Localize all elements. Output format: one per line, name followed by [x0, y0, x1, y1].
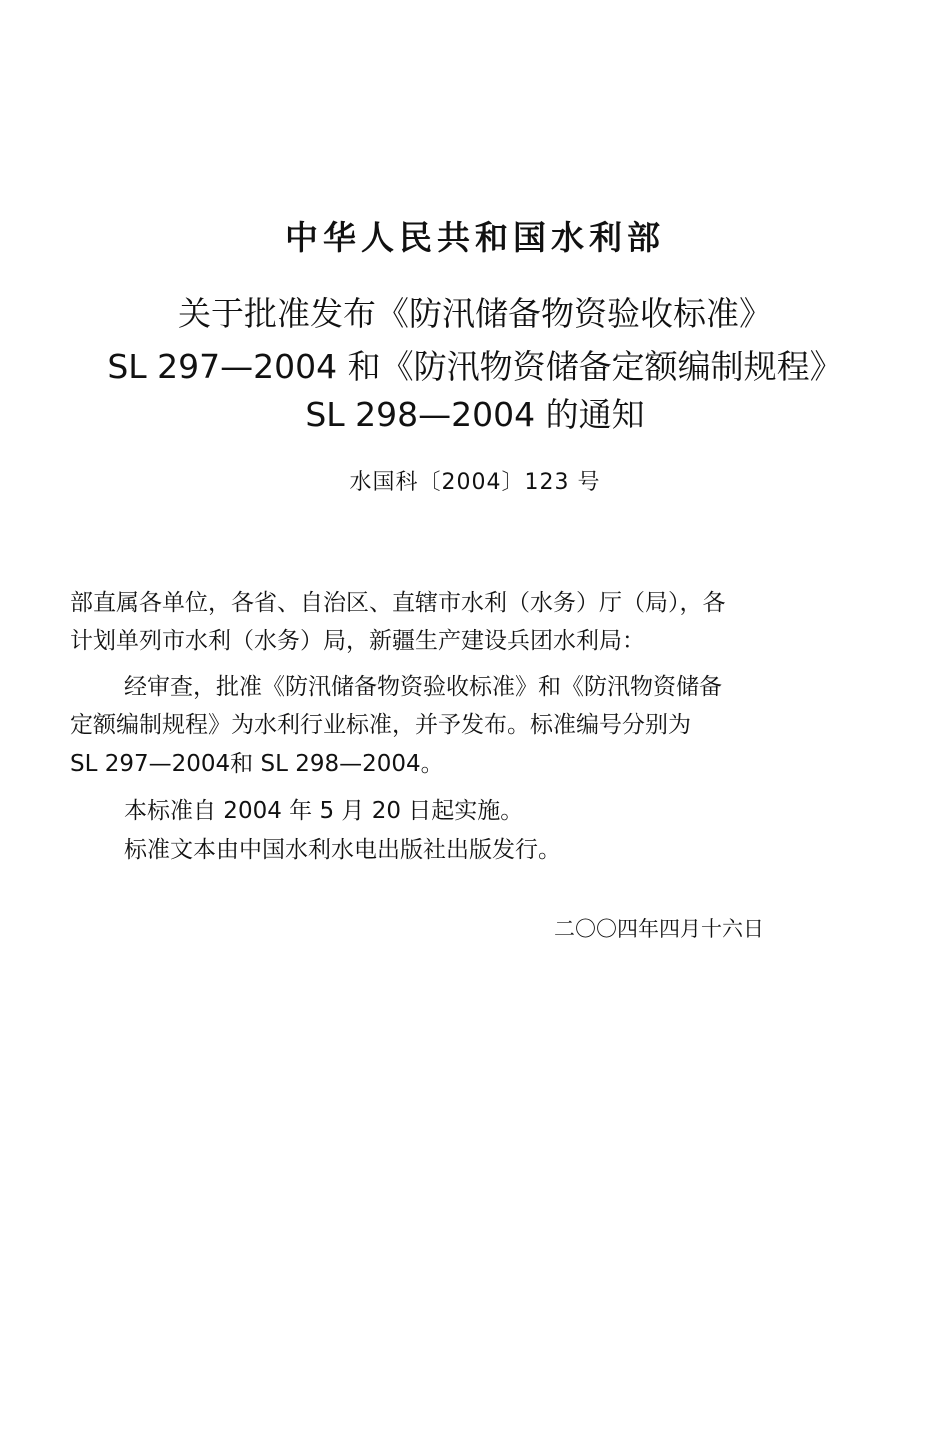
issue-date: 二〇〇四年四月十六日	[554, 917, 764, 941]
effective-date-line: 本标准自 2004 年 5 月 20 日起实施。	[124, 798, 524, 824]
body-paragraph-line-2: 定额编制规程》为水利行业标准，并予发布。标准编号分别为	[70, 712, 691, 738]
notice-title-line-3: SL 298—2004 的通知	[305, 395, 645, 434]
issuing-ministry: 中华人民共和国水利部	[285, 218, 665, 257]
publisher-line: 标准文本由中国水利水电出版社出版发行。	[124, 837, 561, 863]
body-paragraph-line-1: 经审查，批准《防汛储备物资验收标准》和《防汛物资储备	[124, 674, 722, 700]
addressee-line-2: 计划单列市水利（水务）局，新疆生产建设兵团水利局：	[70, 628, 645, 654]
notice-title-line-1: 关于批准发布《防汛储备物资验收标准》	[178, 294, 772, 333]
document-number: 水国科〔2004〕123 号	[349, 470, 601, 495]
body-paragraph-line-3: SL 297—2004和 SL 298—2004。	[70, 751, 444, 777]
notice-title-line-2: SL 297—2004 和《防汛物资储备定额编制规程》	[107, 347, 843, 386]
addressee-line-1: 部直属各单位，各省、自治区、直辖市水利（水务）厅（局），各	[70, 590, 726, 616]
